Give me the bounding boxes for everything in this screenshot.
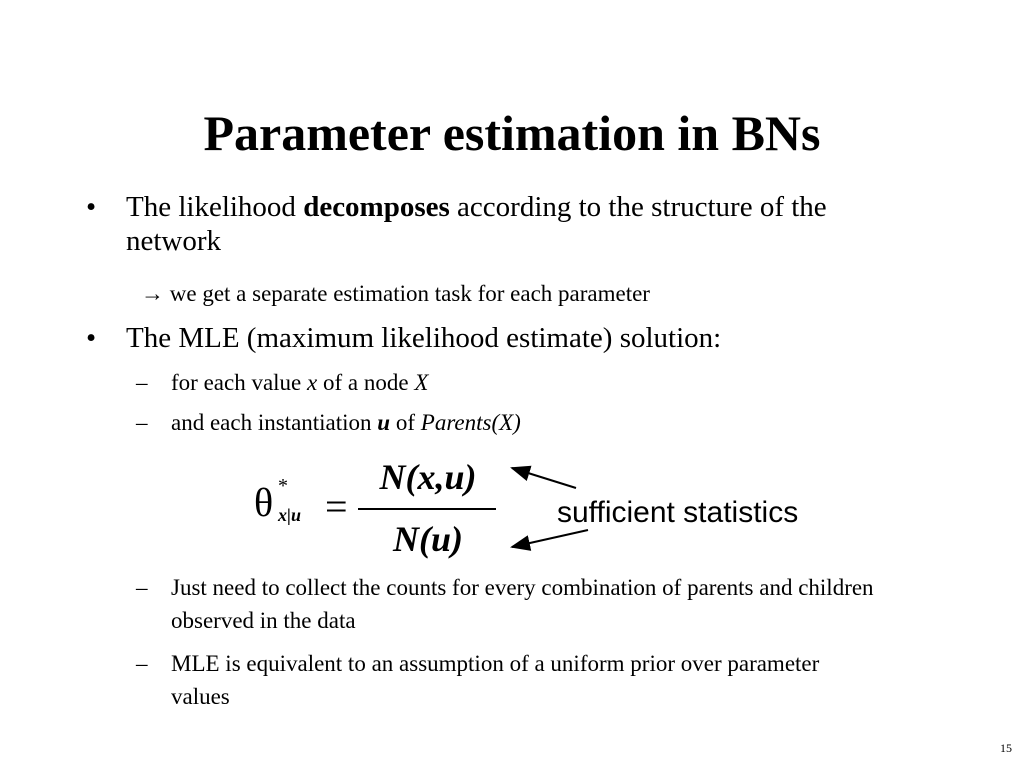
dash: –: [136, 370, 148, 395]
bullet-text-bold: decomposes: [303, 191, 450, 223]
equals-sign: =: [325, 484, 348, 529]
dash: –: [136, 410, 148, 435]
right-arrow-icon: →: [141, 281, 164, 306]
sub-bullet-arrow-text: we get a separate estimation task for each parameter: [169, 281, 650, 306]
sub-bullet-arrow: [141, 277, 650, 310]
bullet-mle: [86, 321, 926, 355]
fraction-line: [358, 508, 496, 510]
sub-text: Just need to collect the counts for every combination of parents and children observed in the data: [171, 575, 874, 633]
sub-text: MLE is equivalent to an assumption of a uniform prior over parameter values: [171, 651, 820, 709]
dash: –: [136, 651, 148, 676]
bullet-mle-text: The MLE (maximum likelihood estimate) solution:: [126, 322, 722, 354]
bullet-text-post: according to the structure of the network: [126, 191, 827, 257]
var-x: x: [307, 370, 318, 395]
formula-denominator: N(u): [393, 519, 463, 559]
sub-bullet-counts: [136, 571, 911, 637]
theta-superscript: *: [278, 475, 288, 497]
sub-text: of a node: [317, 370, 415, 395]
bullet-text-pre: The likelihood: [126, 191, 304, 223]
dash: –: [136, 575, 148, 600]
sub-bullet-instantiation: [136, 406, 931, 439]
sub-text: of: [390, 410, 421, 435]
formula-numerator: N(x,u): [379, 457, 477, 497]
sub-text: and each instantiation: [171, 410, 378, 435]
sub-bullet-value: [136, 366, 931, 399]
page-number: 15: [1000, 741, 1012, 755]
sub-text: for each value: [171, 370, 308, 395]
theta-subscript: x|u: [278, 505, 301, 525]
slide-title: Parameter estimation in BNs: [203, 105, 821, 161]
sub-bullet-uniform-prior: [136, 647, 871, 713]
var-u: u: [377, 410, 391, 435]
var-X: X: [414, 370, 429, 395]
var-parents: Parents(X): [420, 410, 521, 435]
bullet-likelihood: [86, 190, 926, 258]
bullet-dot: •: [86, 322, 97, 354]
theta-symbol: θ: [254, 480, 274, 525]
sufficient-statistics-label: sufficient statistics: [557, 496, 799, 529]
bullet-dot: •: [86, 191, 97, 223]
